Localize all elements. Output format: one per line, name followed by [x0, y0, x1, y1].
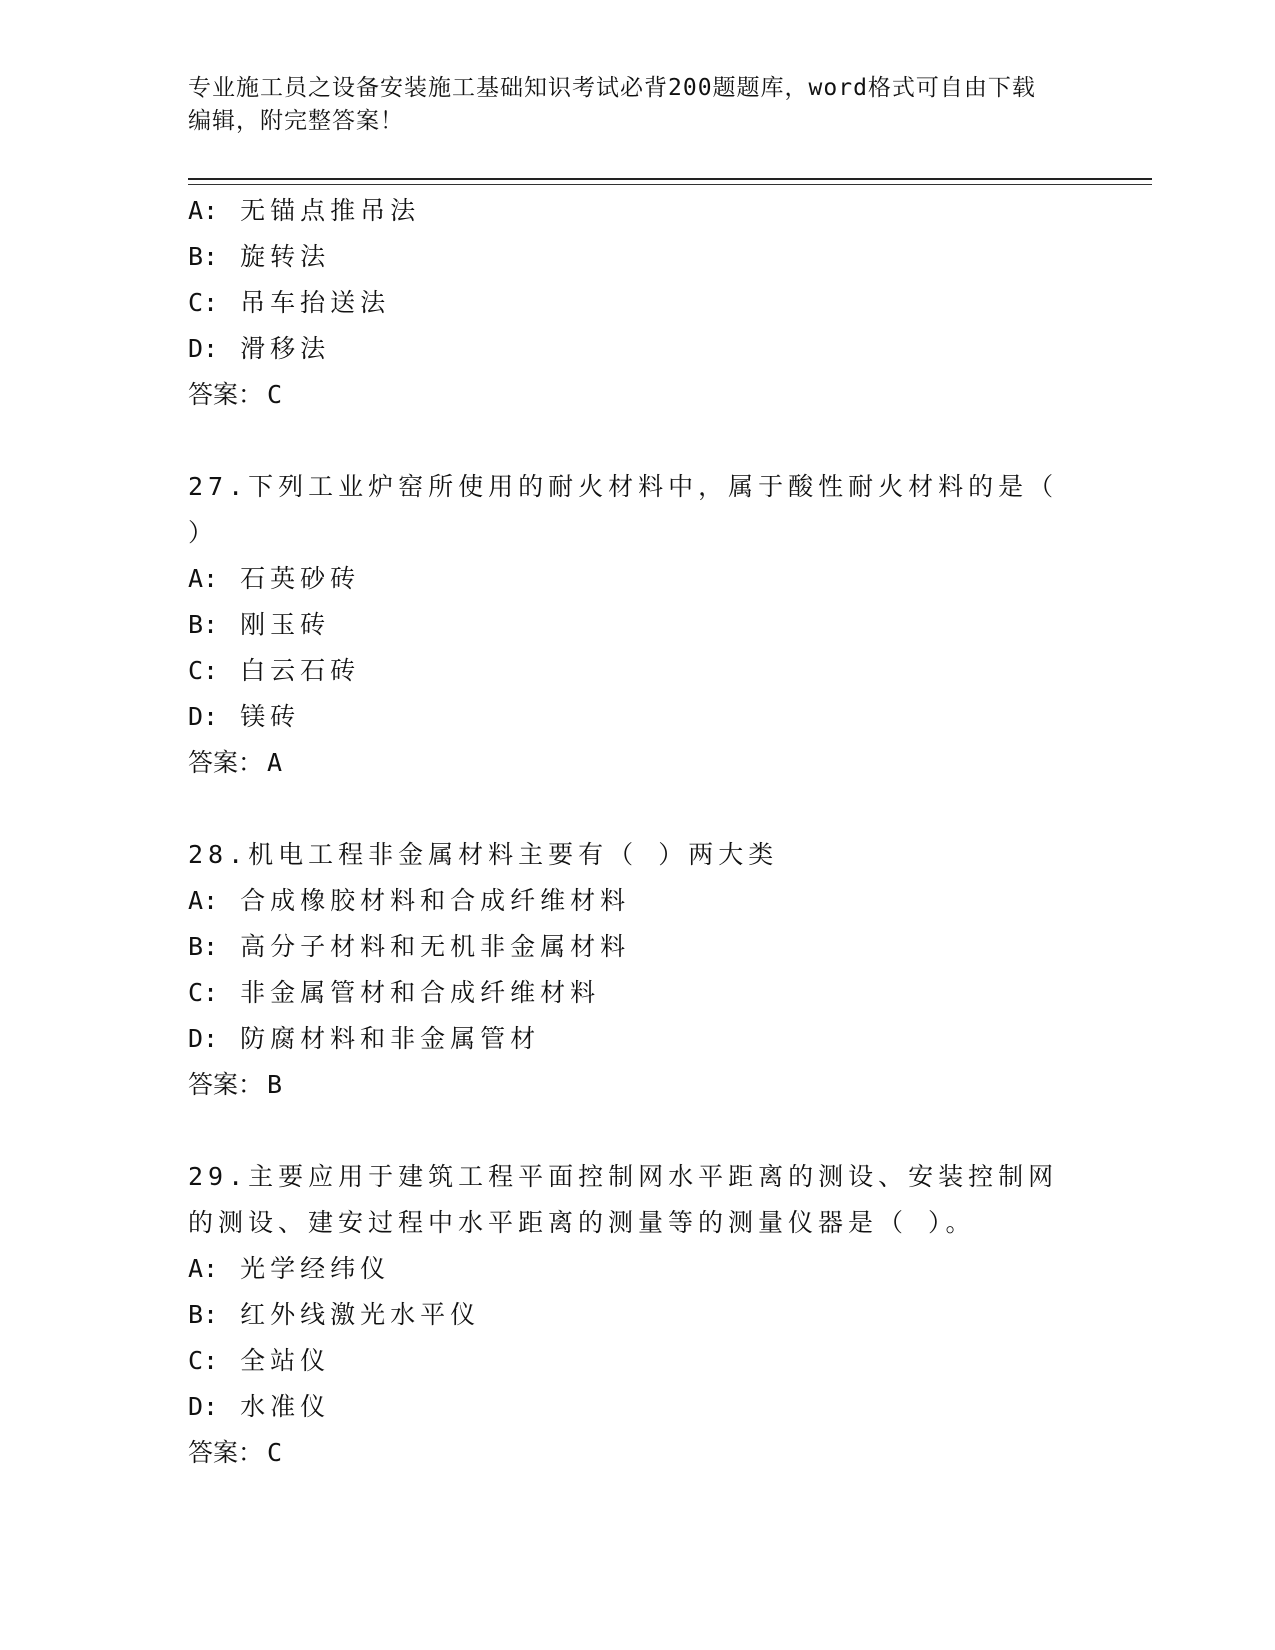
option-key: A:: [188, 564, 219, 593]
option-text: 白云石砖: [240, 656, 361, 685]
option-key: C:: [188, 656, 219, 685]
option-a: [188, 878, 1088, 924]
question-stem: 28.机电工程非金属材料主要有（ ）两大类: [188, 840, 779, 869]
question-list: [188, 188, 1088, 1476]
option-text: 水准仪: [240, 1392, 331, 1421]
answer-value: A: [267, 748, 283, 777]
option-text: 全站仪: [240, 1346, 331, 1375]
option-text: 无锚点推吊法: [240, 196, 421, 225]
option-key: A:: [188, 1254, 219, 1283]
document-header: [188, 72, 1088, 138]
answer-value: C: [267, 1438, 283, 1467]
question-28: [188, 832, 1088, 1108]
option-text: 高分子材料和无机非金属材料: [240, 932, 631, 961]
option-b: [188, 1292, 1088, 1338]
option-key: D:: [188, 702, 219, 731]
option-text: 吊车抬送法: [240, 288, 391, 317]
option-text: 合成橡胶材料和合成纤维材料: [240, 886, 631, 915]
option-a: [188, 1246, 1088, 1292]
header-divider-thick: [188, 178, 1152, 180]
option-text: 石英砂砖: [240, 564, 361, 593]
option-b: [188, 234, 1088, 280]
option-key: B:: [188, 1300, 219, 1329]
question-29: [188, 1154, 1088, 1476]
option-key: D:: [188, 334, 219, 363]
option-d: [188, 1016, 1088, 1062]
option-text: 滑移法: [240, 334, 331, 363]
option-c: [188, 648, 1088, 694]
answer-line: [188, 372, 1088, 418]
option-a: [188, 556, 1088, 602]
option-c: [188, 280, 1088, 326]
option-b: [188, 602, 1088, 648]
answer-label: 答案：: [188, 380, 264, 409]
option-key: B:: [188, 242, 219, 271]
option-key: B:: [188, 610, 219, 639]
answer-label: 答案：: [188, 1070, 264, 1099]
option-key: C:: [188, 978, 219, 1007]
option-key: D:: [188, 1392, 219, 1421]
option-d: [188, 326, 1088, 372]
option-text: 旋转法: [240, 242, 331, 271]
option-text: 非金属管材和合成纤维材料: [240, 978, 601, 1007]
question-27: [188, 464, 1088, 786]
option-key: B:: [188, 932, 219, 961]
header-line-1: 专业施工员之设备安装施工基础知识考试必背200题题库，word格式可自由下载: [188, 75, 1036, 101]
answer-value: C: [267, 380, 283, 409]
answer-line: [188, 740, 1088, 786]
option-text: 红外线激光水平仪: [240, 1300, 481, 1329]
option-d: [188, 694, 1088, 740]
header-line-2: 编辑，附完整答案！: [188, 108, 404, 134]
option-text: 防腐材料和非金属管材: [240, 1024, 541, 1053]
answer-value: B: [267, 1070, 283, 1099]
answer-line: [188, 1430, 1088, 1476]
option-key: D:: [188, 1024, 219, 1053]
question-spacer: [188, 418, 1088, 464]
option-a: [188, 188, 1088, 234]
option-c: [188, 1338, 1088, 1384]
question-spacer: [188, 786, 1088, 832]
option-text: 刚玉砖: [240, 610, 331, 639]
option-c: [188, 970, 1088, 1016]
answer-line: [188, 1062, 1088, 1108]
question-spacer: [188, 1108, 1088, 1154]
answer-label: 答案：: [188, 748, 264, 777]
option-b: [188, 924, 1088, 970]
header-divider-thin: [188, 184, 1152, 185]
option-key: A:: [188, 886, 219, 915]
question-26-continued: [188, 188, 1088, 418]
option-text: 镁砖: [240, 702, 301, 731]
question-stem: 29.主要应用于建筑工程平面控制网水平距离的测设、安装控制网的测设、建安过程中水平距离的测量等的测量仪器是（ ）。: [188, 1162, 1059, 1237]
option-text: 光学经纬仪: [240, 1254, 391, 1283]
answer-label: 答案：: [188, 1438, 264, 1467]
question-stem: 27.下列工业炉窑所使用的耐火材料中，属于酸性耐火材料的是（ ）: [188, 472, 1059, 547]
option-key: C:: [188, 1346, 219, 1375]
option-d: [188, 1384, 1088, 1430]
option-key: C:: [188, 288, 219, 317]
option-key: A:: [188, 196, 219, 225]
